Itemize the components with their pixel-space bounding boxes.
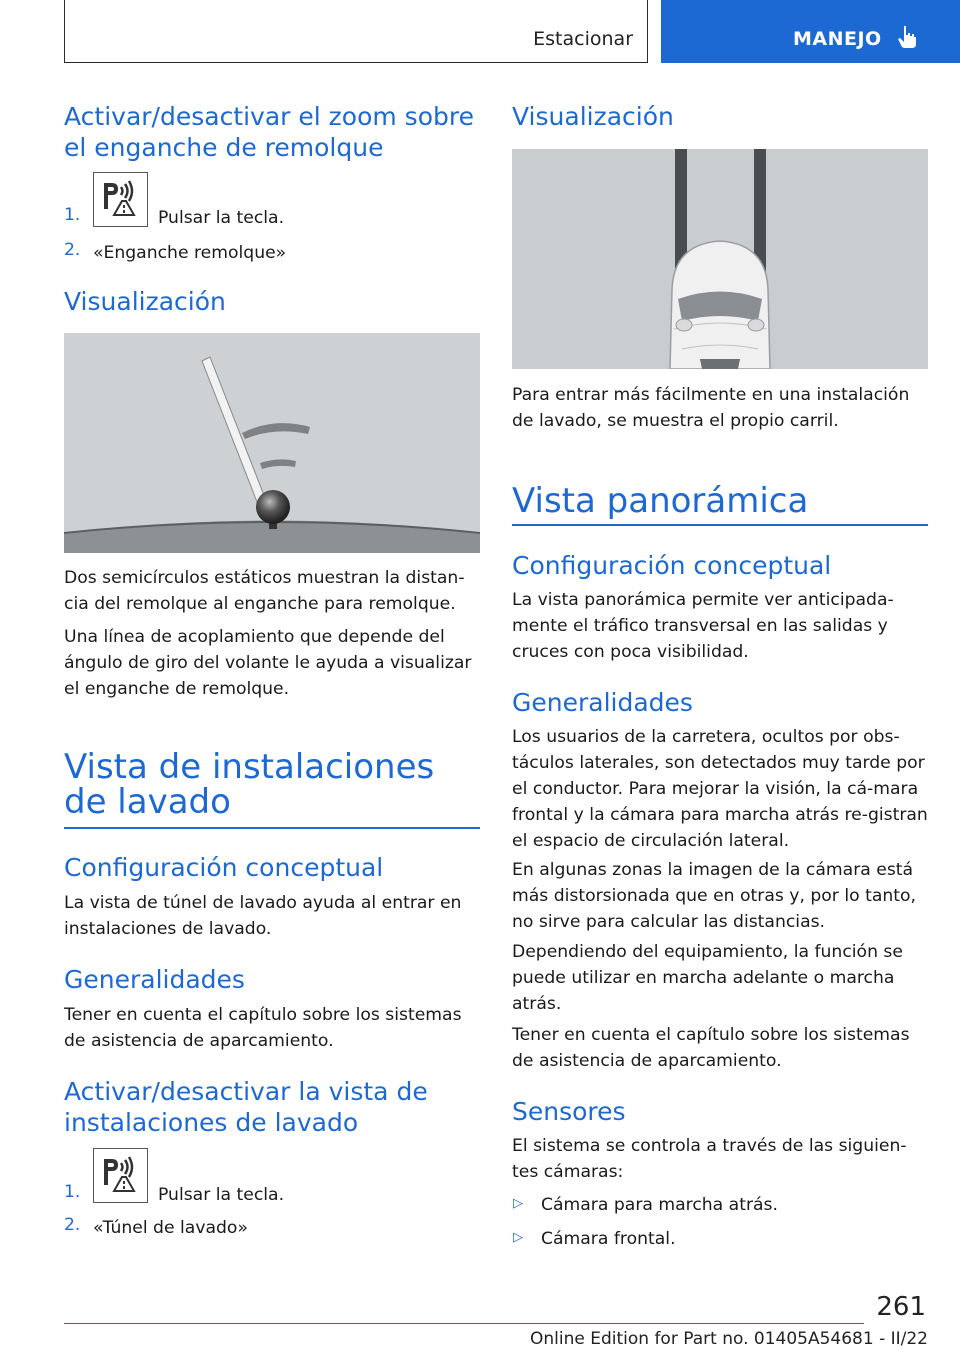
general-paragraph-3: Dependiendo del equipamiento, la función se puede utilizar en marcha adelante o marcha atrás. xyxy=(512,942,903,1014)
park-assist-key-icon xyxy=(93,1148,148,1203)
visualization-title-left: Visualización xyxy=(64,287,226,316)
activate-section xyxy=(64,1076,480,1138)
step-text: «Túnel de lavado» xyxy=(93,1218,248,1238)
step-text: Pulsar la tecla. xyxy=(158,208,285,228)
section-rule xyxy=(64,827,480,829)
general-paragraph-2: En algunas zonas la imagen de la cámara está más distorsionada que en otras y, por lo tanto, no sirve para calcular las distancias. xyxy=(512,860,916,932)
header-tab-manejo[interactable] xyxy=(661,0,960,63)
step-text: Pulsar la tecla. xyxy=(158,1185,285,1205)
footer-edition: Online Edition for Part no. 01405A54681 - II/22 xyxy=(529,1329,928,1349)
header-section-box xyxy=(64,0,648,63)
bullet-item: Cámara frontal. xyxy=(541,1229,676,1249)
vis-paragraph-2: Una línea de acoplamiento que depende del ángulo de giro del volante le ayuda a visualizar el enganche de remolque. xyxy=(64,627,472,699)
step-number: 1. xyxy=(64,205,81,225)
footer-rule xyxy=(64,1323,864,1324)
step-text: «Enganche remolque» xyxy=(93,243,287,263)
general-title-left: Generalidades xyxy=(64,965,245,994)
section-rule xyxy=(512,524,928,526)
hitch-camera-image xyxy=(64,333,480,553)
step-number: 2. xyxy=(64,1215,81,1235)
car-wash-camera-image xyxy=(512,149,928,369)
concept-title-right: Configuración conceptual xyxy=(512,551,832,580)
hand-pointer-icon xyxy=(895,24,919,50)
sensors-paragraph: El sistema se controla a través de las siguien‐tes cámaras: xyxy=(512,1136,907,1182)
concept-paragraph-left: La vista de túnel de lavado ayuda al entrar en instalaciones de lavado. xyxy=(64,893,462,939)
sensors-title: Sensores xyxy=(512,1097,626,1126)
header-tab-label: MANEJO xyxy=(793,28,882,50)
triangle-right-icon: ▷ xyxy=(513,1230,523,1245)
general-paragraph-1: Los usuarios de la carretera, ocultos por obs‐táculos laterales, son detectados muy tarde por el conductor. Para mejorar la visión, la cá‐mara frontal y la cámara para marcha atrás re‐gistran el espacio de circulación lateral. xyxy=(512,727,928,851)
wash-title: Vista de instalaciones de lavado xyxy=(64,747,435,822)
header-section-title: Estacionar xyxy=(533,28,633,50)
zoom-title: Activar/desactivar el zoom sobre el enganche de remolque xyxy=(64,102,474,162)
step-number: 1. xyxy=(64,1182,81,1202)
general-title-right: Generalidades xyxy=(512,688,693,717)
park-assist-key-icon xyxy=(93,172,148,227)
concept-title-left: Configuración conceptual xyxy=(64,853,384,882)
bullet-item: Cámara para marcha atrás. xyxy=(541,1195,778,1215)
general-paragraph-left: Tener en cuenta el capítulo sobre los sistemas de asistencia de aparcamiento. xyxy=(64,1005,462,1051)
step-number: 2. xyxy=(64,240,81,260)
vis-paragraph-right: Para entrar más fácilmente en una instalación de lavado, se muestra el propio carril. xyxy=(512,385,910,431)
vis-paragraph-1: Dos semicírculos estáticos muestran la distan‐cia del remolque al enganche para remolque. xyxy=(64,568,465,614)
visualization-title-right: Visualización xyxy=(512,102,674,131)
zoom-section xyxy=(64,101,480,163)
activate-title: Activar/desactivar la vista de instalaciones de lavado xyxy=(64,1077,428,1137)
page-number: 261 xyxy=(876,1292,926,1322)
wash-section xyxy=(64,747,480,822)
concept-paragraph-right: La vista panorámica permite ver anticipada‐mente el tráfico transversal en las salidas y cruces con poca visibilidad. xyxy=(512,590,894,662)
triangle-right-icon: ▷ xyxy=(513,1196,523,1211)
general-paragraph-4: Tener en cuenta el capítulo sobre los sistemas de asistencia de aparcamiento. xyxy=(512,1025,910,1071)
panorama-title: Vista panorámica xyxy=(512,481,809,521)
